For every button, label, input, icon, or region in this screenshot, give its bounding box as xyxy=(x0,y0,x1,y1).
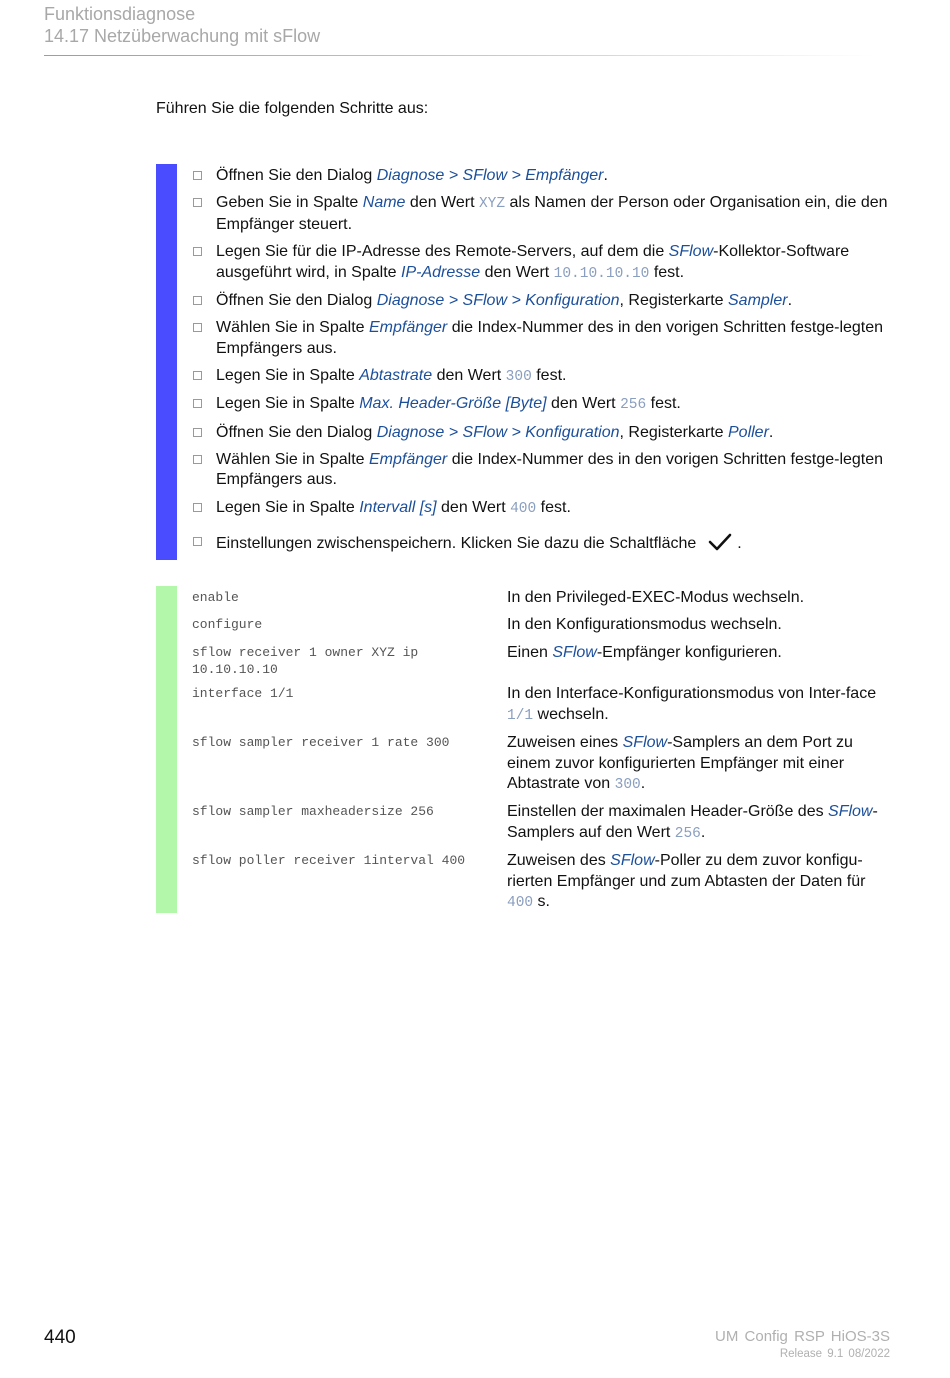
ui-reference: Name xyxy=(362,194,406,212)
text-run: fest. xyxy=(649,263,685,281)
ui-reference: Sampler xyxy=(728,291,788,309)
text-run: Legen Sie in Spalte xyxy=(216,395,360,413)
step-checkbox[interactable] xyxy=(193,247,202,256)
running-header-chapter: Funktionsdiagnose xyxy=(44,4,196,24)
text-run: Öffnen Sie den Dialog xyxy=(216,291,377,309)
cli-row xyxy=(192,733,892,796)
cli-description xyxy=(507,643,892,678)
text-run: Öffnen Sie den Dialog xyxy=(216,423,377,441)
cli-description xyxy=(507,851,892,914)
cli-command: interface 1/1 xyxy=(192,686,294,702)
footer-document: UM Config RSP HiOS-3S xyxy=(715,1328,890,1345)
text-run: . xyxy=(700,823,706,841)
text-run: die Index-Nummer des in den vorigen Schritten festge-legten Empfängers aus. xyxy=(216,450,884,489)
ui-reference: Empfänger xyxy=(368,319,448,337)
ui-reference: SFlow xyxy=(668,243,714,261)
ui-reference: Intervall [s] xyxy=(359,498,437,516)
text-run: den Wert xyxy=(405,194,479,212)
cli-marker-bar xyxy=(156,586,177,913)
ui-reference: SFlow xyxy=(552,643,597,661)
cli-table xyxy=(192,588,892,921)
running-header-section: 14.17 Netzüberwachung mit sFlow xyxy=(44,26,321,46)
cli-row xyxy=(192,643,892,678)
step-item xyxy=(192,166,892,187)
code-value: 300 xyxy=(505,368,532,385)
text-run: In den Konfigurationsmodus wechseln. xyxy=(507,616,782,634)
code-value: 400 xyxy=(510,500,537,517)
text-run: Wählen Sie in Spalte xyxy=(216,450,369,468)
cli-command: sflow sampler receiver 1 rate 300 xyxy=(192,735,450,751)
ui-reference: IP-Adresse xyxy=(401,263,481,281)
text-run: Einstellen der maximalen Header-Größe des xyxy=(507,803,829,821)
text-run: -Poller zu dem zuvor konfigu-rierten Empfänger und zum Abtasten der Daten für xyxy=(507,852,866,890)
text-run: wechseln. xyxy=(533,705,609,723)
cli-row xyxy=(192,588,892,609)
code-value: 256 xyxy=(620,397,647,414)
cli-command: configure xyxy=(192,617,263,633)
text-run: fest. xyxy=(536,498,571,516)
text-run: den Wert xyxy=(436,498,511,516)
step-item xyxy=(192,366,892,388)
ui-reference: Max. Header-Größe [Byte] xyxy=(359,395,547,413)
step-checkbox[interactable] xyxy=(193,503,202,512)
cli-row xyxy=(192,684,892,726)
step-item xyxy=(192,242,892,284)
text-run: , Registerkarte xyxy=(619,423,728,441)
text-run: . xyxy=(640,775,646,793)
checkmark-icon xyxy=(707,532,733,552)
text-run: Geben Sie in Spalte xyxy=(216,194,363,212)
step-checkbox[interactable] xyxy=(193,198,202,207)
text-run: . xyxy=(787,291,793,309)
steps-marker-bar xyxy=(156,164,177,560)
text-run: s. xyxy=(533,893,550,911)
ui-reference: Empfänger xyxy=(368,450,448,468)
ui-reference: Diagnose > SFlow > Empfänger xyxy=(376,167,604,184)
text-run: fest. xyxy=(646,395,681,413)
text-run: den Wert xyxy=(480,263,554,281)
footer-release: Release 9.1 08/2022 xyxy=(779,1348,890,1360)
step-item-save xyxy=(192,532,892,555)
text-run: In den Interface-Konfigurationsmodus von Inter-face xyxy=(507,685,877,703)
page-number: 440 xyxy=(44,1327,76,1348)
step-checkbox[interactable] xyxy=(193,428,202,437)
cli-description xyxy=(507,615,892,636)
cli-command: sflow sampler maxheadersize 256 xyxy=(192,804,434,820)
cli-description xyxy=(507,802,892,844)
cli-command: sflow receiver 1 owner XYZ ip 10.10.10.10 xyxy=(192,644,419,677)
text-run: den Wert xyxy=(546,395,621,413)
intro-text: Führen Sie die folgenden Schritte aus: xyxy=(156,100,429,117)
step-list xyxy=(192,166,892,561)
text-run: Zuweisen eines xyxy=(507,734,623,752)
text-run: , Registerkarte xyxy=(619,291,728,309)
step-item xyxy=(192,423,892,444)
cli-command: sflow poller receiver 1interval 400 xyxy=(192,853,466,869)
step-checkbox[interactable] xyxy=(193,171,202,180)
step-checkbox[interactable] xyxy=(193,296,202,305)
text-run: -Samplers an dem Port zu einem zuvor konfigurierten Empfänger mit einer Abtastrate von xyxy=(507,734,853,793)
text-run: In den Privileged-EXEC-Modus wechseln. xyxy=(507,589,805,606)
step-item xyxy=(192,193,892,235)
step-checkbox[interactable] xyxy=(193,455,202,464)
text-run: Legen Sie in Spalte xyxy=(216,366,360,384)
ui-reference: SFlow xyxy=(610,852,655,870)
cli-row xyxy=(192,615,892,636)
text-run: als Namen der Person oder Organisation ein, die den Empfänger steuert. xyxy=(216,194,888,233)
text-run: Legen Sie in Spalte xyxy=(216,498,360,516)
text-run: die Index-Nummer des in den vorigen Schritten festge-legten Empfängers aus. xyxy=(216,319,884,357)
code-value: 1/1 xyxy=(507,707,534,724)
step-item xyxy=(192,394,892,416)
cli-row xyxy=(192,851,892,914)
step-text-end: . xyxy=(737,535,742,553)
cli-description xyxy=(507,684,892,726)
text-run: Öffnen Sie den Dialog xyxy=(216,167,377,184)
step-text: Einstellungen zwischenspeichern. Klicken Sie dazu die Schaltfläche xyxy=(216,535,697,553)
step-item xyxy=(192,498,892,520)
text-run: Einen xyxy=(507,643,553,661)
code-value: 10.10.10.10 xyxy=(553,265,650,282)
code-value: 400 xyxy=(507,895,534,912)
code-value: 256 xyxy=(674,825,701,842)
text-run: fest. xyxy=(531,366,567,384)
cli-description xyxy=(507,733,892,796)
header-rule xyxy=(44,55,874,56)
ui-reference: Diagnose > SFlow > Konfiguration xyxy=(376,291,620,309)
ui-reference: Poller xyxy=(728,423,769,441)
step-item xyxy=(192,291,892,312)
step-checkbox[interactable] xyxy=(193,323,202,332)
text-run: Wählen Sie in Spalte xyxy=(216,319,369,337)
code-value: 300 xyxy=(614,777,641,794)
text-run: Zuweisen des xyxy=(507,852,611,870)
text-run: -Empfänger konfigurieren. xyxy=(596,643,782,661)
ui-reference: SFlow xyxy=(622,734,668,752)
text-run: . xyxy=(603,167,608,184)
text-run: -Kollektor-Software ausgeführt wird, in Spalte xyxy=(216,243,850,281)
text-run: Legen Sie für die IP-Adresse des Remote-Servers, auf dem die xyxy=(216,243,669,261)
text-run: den Wert xyxy=(432,366,506,384)
step-item xyxy=(192,450,892,491)
cli-command: enable xyxy=(192,590,239,605)
step-checkbox[interactable] xyxy=(193,371,202,380)
cli-row xyxy=(192,802,892,844)
ui-reference: SFlow xyxy=(828,803,873,821)
cli-description xyxy=(507,588,892,609)
code-value: XYZ xyxy=(478,196,506,213)
ui-reference: Diagnose > SFlow > Konfiguration xyxy=(376,423,620,441)
step-checkbox[interactable] xyxy=(193,399,202,408)
step-checkbox[interactable] xyxy=(193,537,202,546)
ui-reference: Abtastrate xyxy=(359,366,433,384)
step-item xyxy=(192,318,892,359)
text-run: . xyxy=(768,423,774,441)
text-run: -Samplers auf den Wert xyxy=(507,803,878,841)
